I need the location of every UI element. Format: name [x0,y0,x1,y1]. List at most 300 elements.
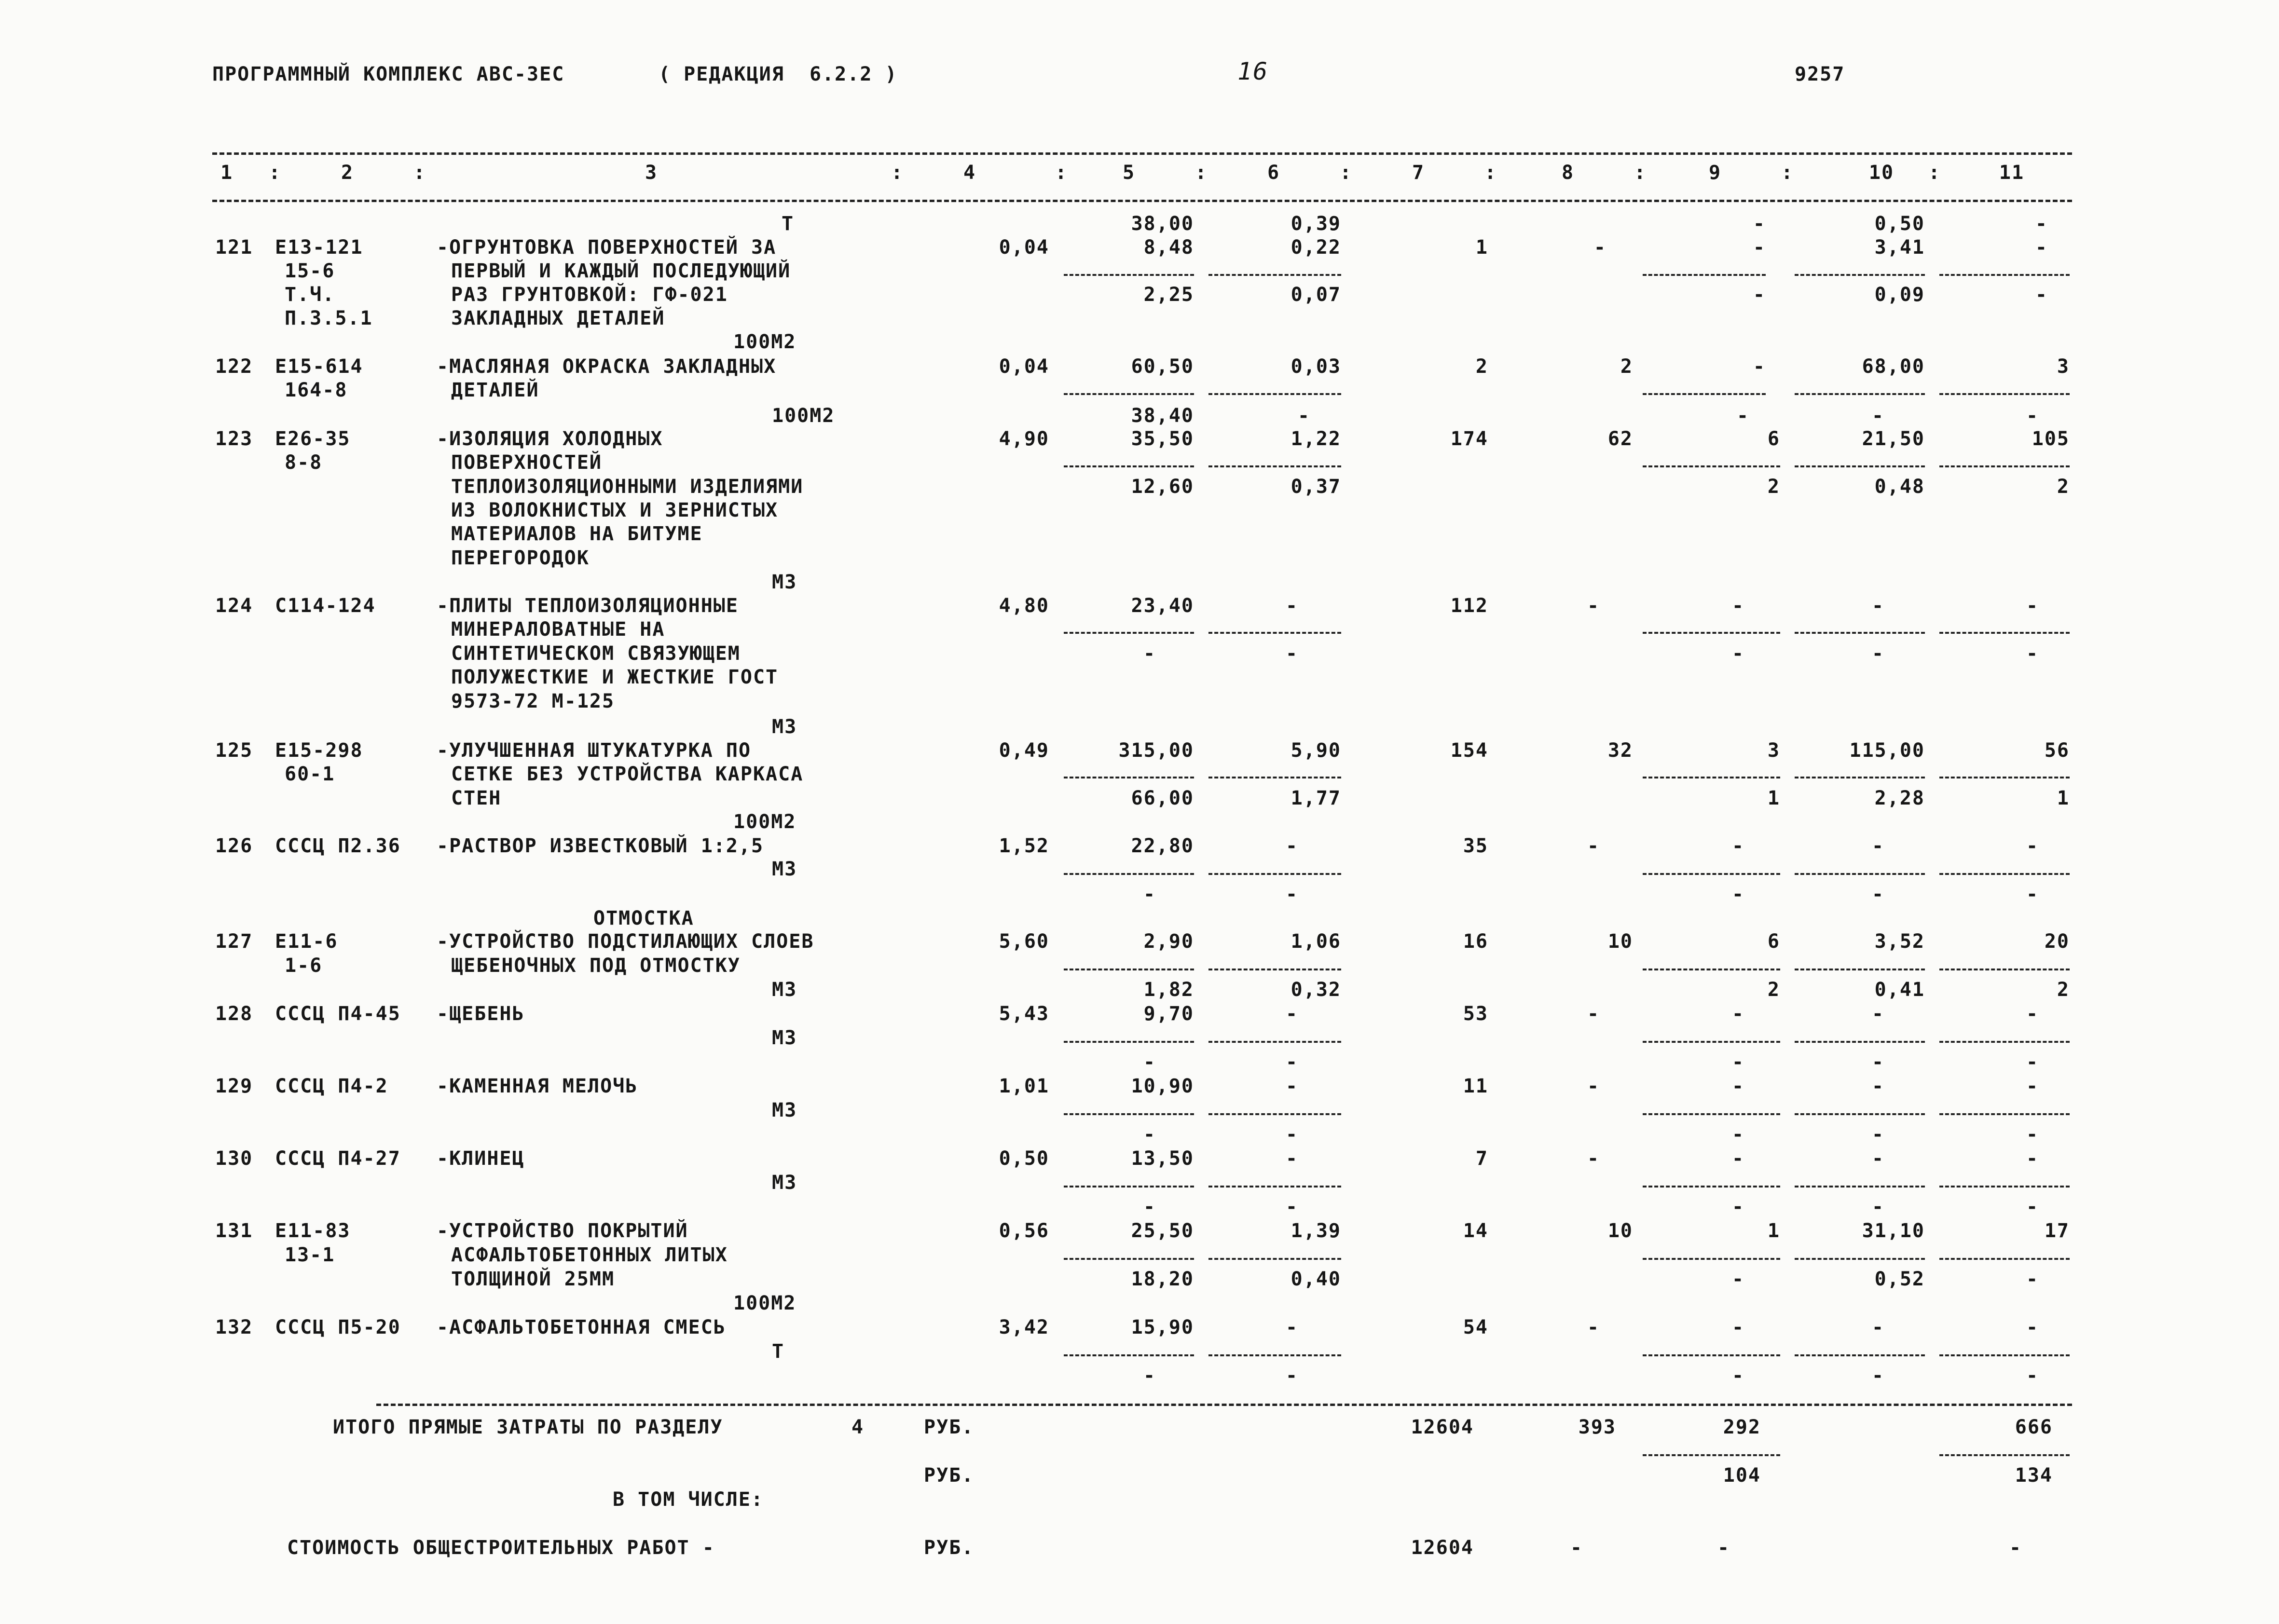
cell-divider [1795,393,1925,395]
cell-r121-c11a: - [2035,213,2048,235]
cell-r124-n: 124 [215,595,253,617]
cell-r132-c5: 15,90 [1131,1316,1194,1338]
total-c9: 292 [1723,1416,1761,1438]
cell-divider [1643,777,1780,778]
cell-r127-code2: 1-6 [285,955,323,977]
total-c7: 12604 [1411,1416,1474,1438]
cell-divider [1064,969,1194,970]
total-c11b: 134 [2015,1464,2053,1487]
total-label: ИТОГО ПРЯМЫЕ ЗАТРАТЫ ПО РАЗДЕЛУ [333,1416,723,1438]
cell-r130-c8: - [1587,1147,1600,1170]
cell-r124-c6: - [1286,595,1299,617]
cell-r130-n: 130 [215,1147,253,1170]
cell-r128-c10b: - [1872,1051,1885,1073]
cell-r130-c11b: - [2026,1196,2039,1218]
cell-r124-c5: 23,40 [1131,595,1194,617]
cell-r123-code: Е26-35 [275,428,351,450]
cell-r125-c8: 32 [1607,739,1633,762]
cell-divider [1939,969,2070,970]
cell-r126-c9b: - [1732,883,1745,905]
column-separator: : [1484,162,1497,184]
cell-r121-c5c: 2,25 [1143,284,1194,306]
cell-divider [1939,1113,2070,1115]
total-gen-c9: - [1717,1537,1730,1559]
cell-r121-code4: П.3.5.1 [285,307,373,329]
cell-r130-c5: 13,50 [1131,1147,1194,1170]
cell-divider [1208,873,1341,875]
cell-r124-c11: - [2026,595,2039,617]
cell-r132-d1: -АСФАЛЬТОБЕТОННАЯ СМЕСЬ [437,1316,726,1338]
cell-divider [1208,393,1341,395]
cell-r129-c11b: - [2026,1123,2039,1146]
cell-r122-d2: ДЕТАЛЕЙ [451,379,539,401]
cell-r132-c6: - [1286,1316,1299,1338]
cell-r127-n: 127 [215,930,253,953]
cell-r125-c10b: 2,28 [1874,787,1925,809]
cell-divider [1643,1454,1780,1456]
cell-r124-c9b: - [1732,642,1745,665]
cell-r123-code2: 8-8 [285,451,323,474]
cell-r121-d1: -ОГРУНТОВКА ПОВЕРХНОСТЕЙ ЗА [437,236,777,259]
cell-r123-c8: 62 [1607,428,1633,450]
cell-r131-c11: 17 [2044,1220,2070,1242]
cell-r128-d1: -ЩЕБЕНЬ [437,1003,525,1025]
cell-r126-u: М3 [772,858,797,880]
cell-r129-c9: - [1732,1075,1745,1097]
cell-r125-c9b: 1 [1767,787,1780,809]
cell-r125-n: 125 [215,739,253,762]
cell-r131-c4: 0,56 [999,1220,1049,1242]
total-gen-currency: РУБ. [924,1537,975,1559]
cell-r130-c6: - [1286,1147,1299,1170]
cell-r123-c5c: 12,60 [1131,476,1194,498]
cell-r123-d5: МАТЕРИАЛОВ НА БИТУМЕ [451,523,703,545]
cell-r131-n: 131 [215,1220,253,1242]
cell-r124-u: М3 [772,716,797,738]
cell-r131-c7: 14 [1463,1220,1488,1242]
cell-divider [1064,393,1194,395]
cell-r121-c5a: 38,00 [1131,213,1194,235]
column-header-11: 11 [1999,162,2025,184]
cell-r122-c8: 2 [1620,355,1633,378]
cell-divider [1795,274,1925,276]
cell-r126-c11: - [2026,835,2039,857]
cell-r125-code2: 60-1 [285,763,335,785]
cell-r121-code3: Т.Ч. [285,284,335,306]
cell-r123-c9b: 6 [1767,428,1780,450]
cell-r125-c4: 0,49 [999,739,1049,762]
table-header-rule [212,200,2072,202]
cell-r121-c9a: - [1753,213,1766,235]
cell-r121-code2: 15-6 [285,260,335,282]
cell-r127-c5: 2,90 [1143,930,1194,953]
cell-r126-c8: - [1587,835,1600,857]
cell-r126-c7: 35 [1463,835,1488,857]
cell-u120: Т [782,213,795,235]
cell-r127-c9b: 2 [1767,979,1780,1001]
cell-divider [1795,873,1925,875]
cell-r131-u: 100М2 [733,1292,796,1314]
cell-r126-c4: 1,52 [999,835,1049,857]
column-separator: : [1928,162,1941,184]
cell-r123-c10b: 21,50 [1862,428,1925,450]
cell-r129-u: М3 [772,1099,797,1121]
page-header [0,0,2279,116]
cell-r121-d3: РАЗ ГРУНТОВКОЙ: ГФ-021 [451,284,728,306]
cell-r128-c6b: - [1286,1051,1299,1073]
cell-r123-c11c: 2 [2057,476,2070,498]
cell-r124-c10: - [1872,595,1885,617]
cell-r127-c5b: 1,82 [1143,979,1194,1001]
cell-r128-c11b: - [2026,1051,2039,1073]
cell-r129-c8: - [1587,1075,1600,1097]
cell-r132-c6b: - [1286,1365,1299,1387]
total-gen-c11: - [2009,1537,2022,1559]
cell-r129-c5: 10,90 [1131,1075,1194,1097]
cell-r126-c10: - [1872,835,1885,857]
cell-r131-c6b: 0,40 [1291,1268,1341,1290]
cell-r124-c6b: - [1286,642,1299,665]
cell-r130-c10: - [1872,1147,1885,1170]
cell-divider [1939,1041,2070,1043]
cell-r123-c10a: - [1872,405,1885,427]
cell-r132-c9b: - [1732,1365,1745,1387]
cell-r130-c9b: - [1732,1196,1745,1218]
cell-r121-n: 121 [215,236,253,259]
cell-divider [1795,1186,1925,1187]
table-top-rule [212,152,2072,155]
column-separator: : [1634,162,1647,184]
cell-r128-n: 128 [215,1003,253,1025]
cell-r124-d3: СИНТЕТИЧЕСКОМ СВЯЗУЮЩЕМ [451,642,741,665]
cell-r127-d1: -УСТРОЙСТВО ПОДСТИЛАЮЩИХ СЛОЕВ [437,930,814,953]
cell-r121-u: 100М2 [733,331,796,353]
cell-r129-code: СССЦ П4-2 [275,1075,388,1097]
cell-r129-n: 129 [215,1075,253,1097]
cell-r124-code: С114-124 [275,595,376,617]
cell-r130-c9: - [1732,1147,1745,1170]
cell-r127-d2: ЩЕБЕНОЧНЫХ ПОД ОТМОСТКУ [451,955,741,977]
cell-r123-c6c: 0,37 [1291,476,1341,498]
cell-r126-c9: - [1732,835,1745,857]
cell-r129-c5b: - [1143,1123,1156,1146]
cell-r130-c6b: - [1286,1196,1299,1218]
cell-r125-c11b: 1 [2057,787,2070,809]
cell-r131-d1: -УСТРОЙСТВО ПОКРЫТИЙ [437,1220,688,1242]
cell-r123-d2: ПОВЕРХНОСТЕЙ [451,451,602,474]
cell-divider [1064,632,1194,634]
cell-r131-c11b: - [2026,1268,2039,1290]
cell-divider [1643,969,1780,970]
cell-divider [1643,1258,1780,1260]
total-currency2: РУБ. [924,1464,975,1487]
cell-r131-c9: 1 [1767,1220,1780,1242]
cell-divider [1064,1113,1194,1115]
document-number: 9257 [1795,63,1845,85]
table-bottom-rule [376,1404,2072,1406]
cell-r124-d1: -ПЛИТЫ ТЕПЛОИЗОЛЯЦИОННЫЕ [437,595,739,617]
cell-r126-c5b: - [1143,883,1156,905]
cell-r126-c10b: - [1872,883,1885,905]
cell-r129-c7: 11 [1463,1075,1488,1097]
cell-r121-c11b: - [2035,236,2048,259]
cell-divider [1939,393,2070,395]
cell-divider [1643,1186,1780,1187]
cell-r132-c5b: - [1143,1365,1156,1387]
cell-divider [1939,274,2070,276]
cell-r128-c4: 5,43 [999,1003,1049,1025]
cell-r129-c6b: - [1286,1123,1299,1146]
cell-r128-c7: 53 [1463,1003,1488,1025]
column-header-10: 10 [1868,162,1895,184]
cell-r130-c4: 0,50 [999,1147,1049,1170]
column-separator: : [413,162,426,184]
cell-r130-c5b: - [1143,1196,1156,1218]
cell-r125-c6: 5,90 [1291,739,1341,762]
cell-r124-c5b: - [1143,642,1156,665]
cell-r123-c6b: 1,22 [1291,428,1341,450]
cell-divider [1643,274,1766,276]
cell-divider [1643,465,1780,467]
cell-divider [1208,1113,1341,1115]
cell-divider [1795,777,1925,778]
cell-r124-c8: - [1587,595,1600,617]
cell-r123-c4: 4,90 [999,428,1049,450]
cell-r130-c11: - [2026,1147,2039,1170]
cell-r127-c6: 1,06 [1291,930,1341,953]
cell-r132-c10: - [1872,1316,1885,1338]
cell-r121-c10b: 3,41 [1874,236,1925,259]
cell-r123-c11b: 105 [2032,428,2070,450]
column-separator: : [1339,162,1353,184]
cell-divider [1064,274,1194,276]
cell-divider [1939,1186,2070,1187]
cell-r125-c11: 56 [2044,739,2070,762]
cell-r123-c11a: - [2026,405,2039,427]
cell-r122-c11: 3 [2057,355,2070,378]
cell-section: ОТМОСТКА [593,907,694,929]
cell-r127-c10: 3,52 [1874,930,1925,953]
cell-divider [1208,1186,1341,1187]
column-separator: : [268,162,282,184]
cell-r122-c9: - [1753,355,1766,378]
cell-r123-c5b: 35,50 [1131,428,1194,450]
cell-r128-c9: - [1732,1003,1745,1025]
cell-divider [1643,393,1766,395]
cell-r123-c9c: 2 [1767,476,1780,498]
cell-divider [1208,1041,1341,1043]
program-title: ПРОГРАММНЫЙ КОМПЛЕКС АВС-3ЕС [212,63,565,85]
cell-r130-d1: -КЛИНЕЦ [437,1147,525,1170]
cell-r132-c7: 54 [1463,1316,1488,1338]
cell-r121-c6a: 0,39 [1291,213,1341,235]
cell-r121-c11c: - [2035,284,2048,306]
cell-divider [1208,777,1341,778]
cell-divider [1064,873,1194,875]
column-header-5: 5 [1122,162,1136,184]
total-c8: 393 [1578,1416,1616,1438]
cell-r121-c9b: - [1753,236,1766,259]
cell-r127-c8: 10 [1607,930,1633,953]
cell-r131-c9b: - [1732,1268,1745,1290]
cell-r125-c9: 3 [1767,739,1780,762]
cell-divider [1939,632,2070,634]
cell-r131-c6: 1,39 [1291,1220,1341,1242]
cell-r125-c5: 315,00 [1118,739,1194,762]
cell-r127-c9: 6 [1767,930,1780,953]
cell-r126-c5: 22,80 [1131,835,1194,857]
cell-divider [1064,1258,1194,1260]
cell-r123-c6a: - [1298,405,1311,427]
total-currency: РУБ. [924,1416,975,1438]
cell-r127-u: М3 [772,979,797,1001]
cell-divider [1795,1113,1925,1115]
cell-r131-c10: 31,10 [1862,1220,1925,1242]
cell-r131-c10b: 0,52 [1874,1268,1925,1290]
cell-r127-c7: 16 [1463,930,1488,953]
cell-r123-d6: ПЕРЕГОРОДОК [451,547,590,569]
cell-r128-c6: - [1286,1003,1299,1025]
cell-r127-c4: 5,60 [999,930,1049,953]
cell-r126-code: СССЦ П2.36 [275,835,401,857]
cell-r129-c10: - [1872,1075,1885,1097]
cell-r132-c9: - [1732,1316,1745,1338]
cell-r132-c10b: - [1872,1365,1885,1387]
cell-r127-code: Е11-6 [275,930,338,953]
cell-r121-c7: 1 [1475,236,1488,259]
cell-r129-c11: - [2026,1075,2039,1097]
cell-r132-c11b: - [2026,1365,2039,1387]
cell-r124-c10b: - [1872,642,1885,665]
cell-divider [1795,1354,1925,1356]
cell-divider [1643,1354,1780,1356]
cell-divider [1795,465,1925,467]
cell-divider [1939,465,2070,467]
column-header-3: 3 [645,162,658,184]
cell-r125-c6b: 1,77 [1291,787,1341,809]
total-c9b: 104 [1723,1464,1761,1487]
cell-divider [1064,777,1194,778]
cell-divider [1939,777,2070,778]
cell-divider [1064,465,1194,467]
total-section-no: 4 [851,1416,865,1438]
cell-r129-d1: -КАМЕННАЯ МЕЛОЧЬ [437,1075,638,1097]
cell-r123-d4: ИЗ ВОЛОКНИСТЫХ И ЗЕРНИСТЫХ [451,499,779,521]
cell-r131-code2: 13-1 [285,1244,335,1266]
column-header-8: 8 [1561,162,1575,184]
cell-r121-d2: ПЕРВЫЙ И КАЖДЫЙ ПОСЛЕДУЮЩИЙ [451,260,791,282]
cell-r123-u: М3 [772,571,797,593]
cell-r124-c4: 4,80 [999,595,1049,617]
cell-r122-code: Е15-614 [275,355,363,378]
cell-r125-code: Е15-298 [275,739,363,762]
cell-r126-n: 126 [215,835,253,857]
cell-r129-c10b: - [1872,1123,1885,1146]
cell-r130-u: М3 [772,1172,797,1194]
total-c11: 666 [2015,1416,2053,1438]
column-header-2: 2 [341,162,354,184]
cell-divider [1795,969,1925,970]
cell-r124-c9: - [1732,595,1745,617]
cell-r123-d1: -ИЗОЛЯЦИЯ ХОЛОДНЫХ [437,428,663,450]
cell-r126-c6b: - [1286,883,1299,905]
cell-r128-c8: - [1587,1003,1600,1025]
column-separator: : [891,162,904,184]
cell-r128-u: М3 [772,1027,797,1049]
cell-r121-c10a: 0,50 [1874,213,1925,235]
cell-divider [1939,1354,2070,1356]
column-separator: : [1194,162,1208,184]
cell-r128-c11: - [2026,1003,2039,1025]
cell-r123-c7: 174 [1450,428,1488,450]
cell-r122-c4: 0,04 [999,355,1049,378]
cell-r127-c10b: 0,41 [1874,979,1925,1001]
cell-r132-c8: - [1587,1316,1600,1338]
cell-divider [1064,1041,1194,1043]
cell-r129-c9b: - [1732,1123,1745,1146]
cell-divider [1208,969,1341,970]
cell-r132-n: 132 [215,1316,253,1338]
cell-r121-code: Е13-121 [275,236,363,259]
cell-r128-c10: - [1872,1003,1885,1025]
cell-r132-c4: 3,42 [999,1316,1049,1338]
cell-r127-c6b: 0,32 [1291,979,1341,1001]
cell-r124-c11b: - [2026,642,2039,665]
total-gen-label: СТОИМОСТЬ ОБЩЕСТРОИТЕЛЬНЫХ РАБОТ - [287,1537,715,1559]
total-gen-c8: - [1570,1537,1583,1559]
total-gen-c7: 12604 [1411,1537,1474,1559]
cell-r124-c7: 112 [1450,595,1488,617]
cell-r123-c5a: 38,40 [1131,405,1194,427]
column-header-1: 1 [220,162,233,184]
cell-r125-d2: СЕТКЕ БЕЗ УСТРОЙСТВА КАРКАСА [451,763,804,785]
cell-r128-c5b: - [1143,1051,1156,1073]
cell-divider [1208,274,1341,276]
cell-r129-c6: - [1286,1075,1299,1097]
cell-r128-code: СССЦ П4-45 [275,1003,401,1025]
cell-r123-c9a: - [1737,405,1750,427]
cell-r122-code2: 164-8 [285,379,348,401]
cell-r126-c6: - [1286,835,1299,857]
cell-r131-d3: ТОЛЩИНОЙ 25ММ [451,1268,615,1290]
total-incl: В ТОМ ЧИСЛЕ: [613,1488,764,1511]
cell-r126-d1: -РАСТВОР ИЗВЕСТКОВЫЙ 1:2,5 [437,835,764,857]
cell-r122-c10: 68,00 [1862,355,1925,378]
cell-r125-d3: СТЕН [451,787,502,809]
cell-r122-c7: 2 [1475,355,1488,378]
cell-r121-d4: ЗАКЛАДНЫХ ДЕТАЛЕЙ [451,307,665,329]
cell-divider [1795,1258,1925,1260]
cell-divider [1643,1113,1780,1115]
cell-divider [1939,1258,2070,1260]
cell-divider [1795,1041,1925,1043]
cell-r121-c10c: 0,09 [1874,284,1925,306]
cell-r132-code: СССЦ П5-20 [275,1316,401,1338]
cell-r122-c6: 0,03 [1291,355,1341,378]
column-separator: : [1781,162,1794,184]
cell-r121-c8: - [1593,236,1606,259]
cell-divider [1643,873,1780,875]
column-header-7: 7 [1412,162,1425,184]
cell-r130-code: СССЦ П4-27 [275,1147,401,1170]
column-header-4: 4 [963,162,976,184]
cell-r121-c9c: - [1753,284,1766,306]
edition-label: ( РЕДАКЦИЯ 6.2.2 ) [659,63,898,85]
cell-r122-c5: 60,50 [1131,355,1194,378]
cell-divider [1208,1354,1341,1356]
column-header-9: 9 [1708,162,1722,184]
cell-divider [1795,632,1925,634]
